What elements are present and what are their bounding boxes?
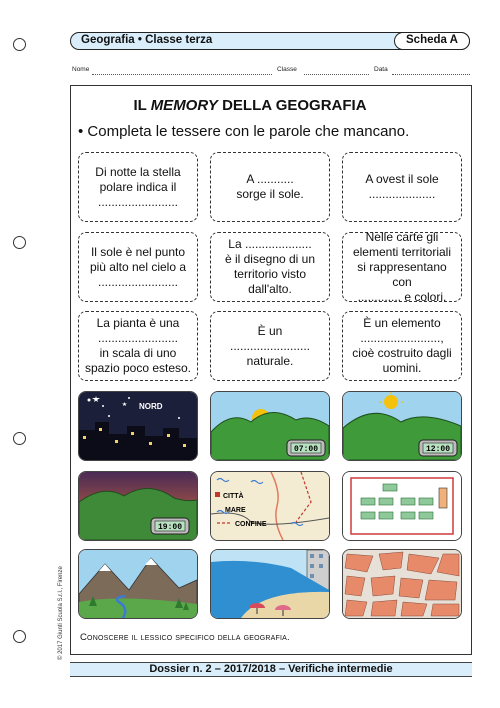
clock-morning: 07:00 (293, 445, 319, 454)
memory-card[interactable]: Il sole è nel punto più alto nel cielo a ........................ (78, 232, 198, 302)
binder-hole (13, 38, 26, 51)
memory-card[interactable]: A ........... sorge il sole. (210, 152, 330, 222)
memory-card[interactable]: È un elemento ........................, cioè costruito dagli uomini. (342, 311, 462, 381)
image-card-floorplan[interactable] (342, 471, 462, 541)
image-card-coast[interactable] (210, 549, 330, 619)
image-card-sunset[interactable] (78, 471, 198, 541)
memory-card[interactable]: La .................... è il disegno di un territorio visto dall'alto. (210, 232, 330, 302)
instruction: • Completa le tessere con le parole che mancano. (78, 123, 410, 140)
memory-card[interactable]: Di notte la stella polare indica il ........................ (78, 152, 198, 222)
footer-note: Conoscere il lessico specifico della geografia. (80, 632, 290, 643)
binder-hole (13, 432, 26, 445)
data-line[interactable] (392, 74, 470, 75)
map-border-label: CONFINE (235, 521, 267, 528)
binder-hole (13, 236, 26, 249)
clock-noon: 12:00 (425, 445, 451, 454)
header-bar (70, 32, 470, 50)
map-city-label: CITTÀ (223, 493, 244, 500)
student-fields (72, 66, 472, 78)
image-card-city-map[interactable] (342, 549, 462, 619)
memory-card[interactable]: A ovest il sole .................... (342, 152, 462, 222)
image-card-noon[interactable] (342, 391, 462, 461)
north-label: NORD (139, 402, 163, 411)
scheda-badge: Scheda A (394, 32, 470, 50)
nome-label: Nome (72, 66, 90, 73)
classe-line[interactable] (304, 74, 369, 75)
data-label: Data (374, 66, 388, 73)
image-card-sunrise[interactable] (210, 391, 330, 461)
copyright: © 2017 Giunti Scuola S.r.l., Firenze (58, 566, 64, 660)
memory-card[interactable]: È un ........................ naturale. (210, 311, 330, 381)
binder-hole (13, 630, 26, 643)
bottom-bar: Dossier n. 2 – 2017/2018 – Verifiche intermedie (70, 662, 472, 677)
image-card-mountain-landscape[interactable] (78, 549, 198, 619)
image-card-night-north[interactable] (78, 391, 198, 461)
memory-card[interactable]: Nelle carte gli elementi territoriali si rappresentano con ............. e colori. (342, 232, 462, 302)
map-sea-label: MARE (225, 507, 246, 514)
nome-line[interactable] (92, 74, 272, 75)
memory-card[interactable]: La pianta è una ........................ in scala di uno spazio poco esteso. (78, 311, 198, 381)
clock-evening: 19:00 (157, 523, 183, 532)
image-card-map[interactable] (210, 471, 330, 541)
subject-label: Geografia • Classe terza (81, 34, 213, 46)
page-title: IL MEMORY DELLA GEOGRAFIA (133, 97, 367, 114)
classe-label: Classe (277, 66, 297, 73)
